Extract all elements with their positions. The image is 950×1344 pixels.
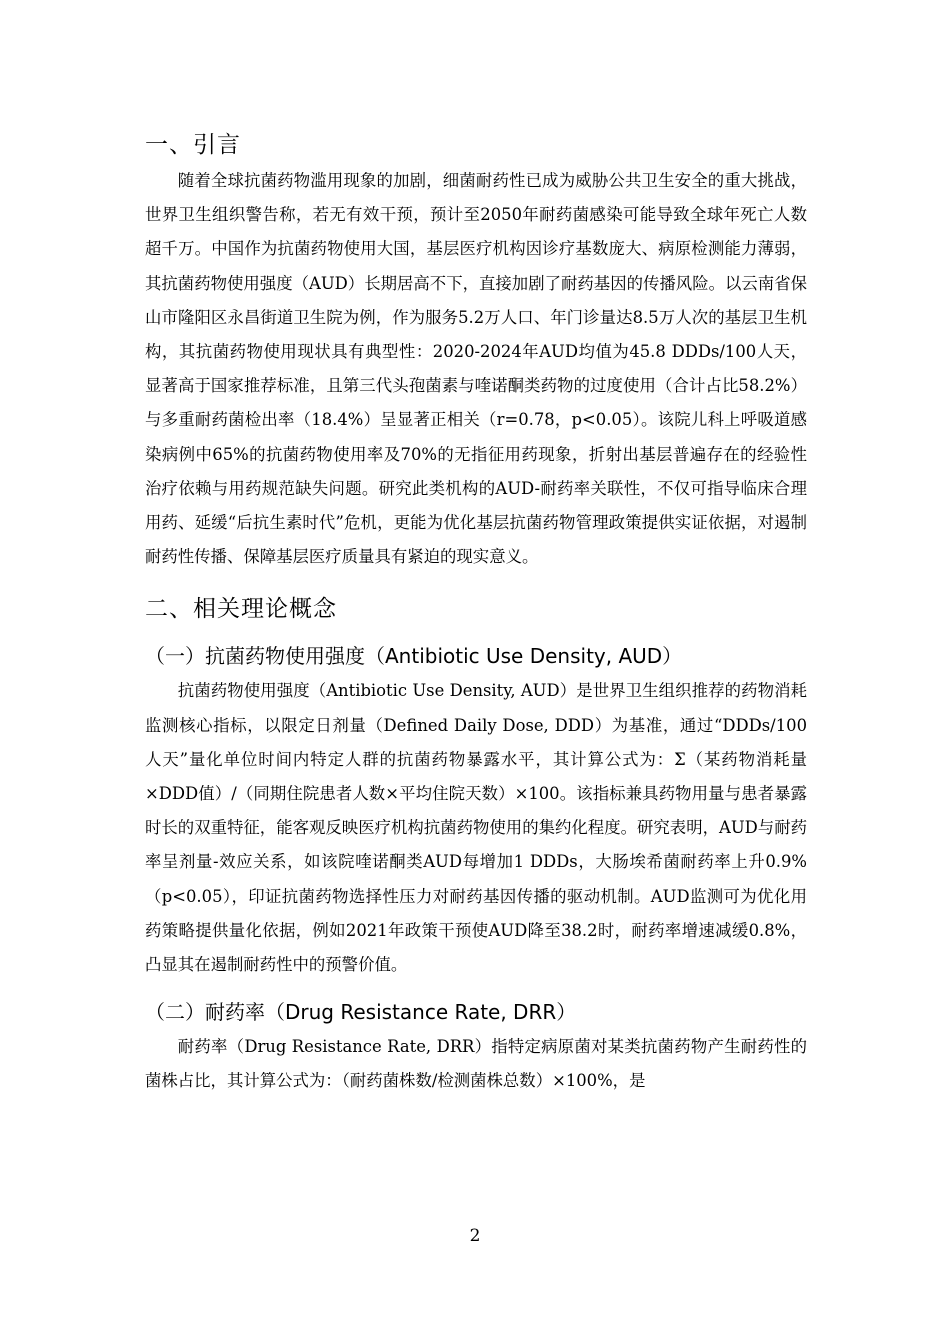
subsection-heading-aud: （一）抗菌药物使用强度（Antibiotic Use Density, AUD） [145, 644, 683, 669]
document-body [145, 128, 807, 1099]
subsection-heading-drr: （二）耐药率（Drug Resistance Rate, DRR） [145, 1000, 577, 1025]
introduction-paragraph: 随着全球抗菌药物滥用现象的加剧，细菌耐药性已成为威胁公共卫生安全的重大挑战，世界卫生组织警告称，若无有效干预，预计至2050年耐药菌感染可能导致全球年死亡人数超千万。中国作为抗菌药物使用大国，基层医疗机构因诊疗基数庞大、病原检测能力薄弱，其抗菌药物使用强度（AUD）长期居高不下，直接加剧了耐药基因的传播风险。以云南省保山市隆阳区永昌街道卫生院为例，作为服务5.2万人口、年门诊量达8.5万人次的基层卫生机构，其抗菌药物使用现状具有典型性：2020-2024年AUD均值为45.8 DDDs/100人天，显著高于国家推荐标准，且第三代头孢菌素与喹诺酮类药物的过度使用（合计占比58.2%）与多重耐药菌检出率（18.4%）呈显著正相关（r=0.78，p<0.05）。该院儿科上呼吸道感染病例中65%的抗菌药物使用率及70%的无指征用药现象，折射出基层普遍存在的经验性治疗依赖与用药规范缺失问题。研究此类机构的AUD-耐药率关联性，不仅可指导临床合理用药、延缓“后抗生素时代”危机，更能为优化基层抗菌药物管理政策提供实证依据，对遏制耐药性传播、保障基层医疗质量具有紧迫的现实意义。 [145, 171, 807, 567]
drr-paragraph: 耐药率（Drug Resistance Rate, DRR）指特定病原菌对某类抗菌药物产生耐药性的菌株占比，其计算公式为：（耐药菌株数/检测菌株总数）×100%，是 [145, 1037, 807, 1091]
page-number: 2 [469, 1226, 481, 1246]
section-heading-introduction: 一、引言 [145, 132, 241, 158]
section-heading-theory: 二、相关理论概念 [145, 596, 337, 623]
aud-paragraph: 抗菌药物使用强度（Antibiotic Use Density, AUD）是世界卫生组织推荐的药物消耗监测核心指标，以限定日剂量（Defined Daily Dose, DDD）为基准，通过“DDDs/100人天”量化单位时间内特定人群的抗菌药物暴露水平，其计算公式为：Σ（某药物消耗量×DDD值）/（同期住院患者人数×平均住院天数）×100。该指标兼具药物用量与患者暴露时长的双重特征，能客观反映医疗机构抗菌药物使用的集约化程度。研究表明，AUD与耐药率呈剂量-效应关系，如该院喹诺酮类AUD每增加1 DDDs，大肠埃希菌耐药率上升0.9%（p<0.05），印证抗菌药物选择性压力对耐药基因传播的驱动机制。AUD监测可为优化用药策略提供量化依据，例如2021年政策干预使AUD降至38.2时，耐药率增速减缓0.8%，凸显其在遏制耐药性中的预警价值。 [145, 681, 807, 975]
